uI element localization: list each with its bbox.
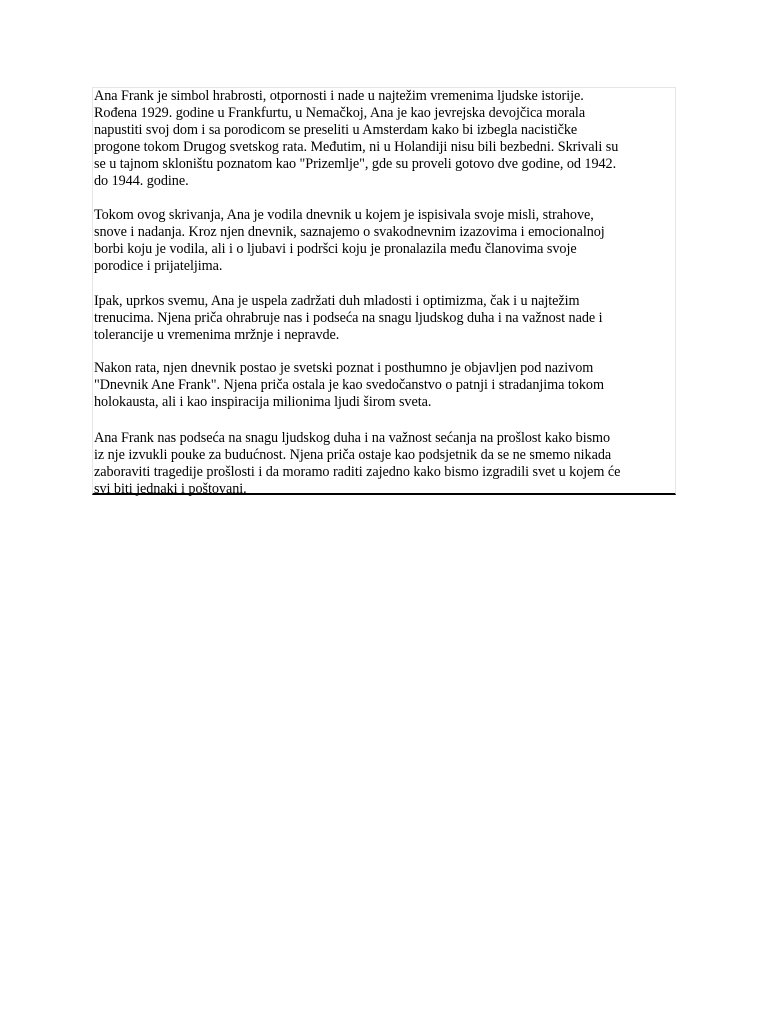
paragraph-1: Ana Frank je simbol hrabrosti, otpornosti i nade u najtežim vremenima ljudske istorije. Rođena 1929. godine u Frankfurtu, u Nemačkoj, Ana je kao jevrejska devojčica morala napustiti svoj dom i sa porodicom se preseliti u Amsterdam kako bi izbegla nacističke progone tokom Drugog svetskog rata. Međutim, ni u Holandiji nisu bili bezbedni. Skrivali su se u tajnom skloništu poznatom kao "Prizemlje", gde su proveli gotovo dve godine, od 1942. do 1944. godine. xyxy=(94,88,619,189)
paragraph-3: Ipak, uprkos svemu, Ana je uspela zadržati duh mladosti i optimizma, čak i u najtežim trenucima. Njena priča ohrabruje nas i podseća na snagu ljudskog duha i na važnost nade i tolerancije u vremenima mržnje i nepravde. xyxy=(94,293,603,343)
paragraph-4: Nakon rata, njen dnevnik postao je svetski poznat i posthumno je objavljen pod nazivom "Dnevnik Ane Frank". Njena priča ostala je kao svedočanstvo o patnji i stradanjima tokom holokausta, ali i kao inspiracija milionima ljudi širom sveta. xyxy=(94,360,604,410)
paragraph-2: Tokom ovog skrivanja, Ana je vodila dnevnik u kojem je ispisivala svoje misli, strahove, snove i nadanja. Kroz njen dnevnik, saznajemo o svakodnevnim izazovima i emocionalnoj borbi koju je vodila, ali i o ljubavi i podršci koju je pronalazila među članovima svoje porodice i prijateljima. xyxy=(94,207,605,274)
paragraph-5: Ana Frank nas podseća na snagu ljudskog duha i na važnost sećanja na prošlost kako bismo iz nje izvukli pouke za budućnost. Njena priča ostaje kao podsjetnik da se ne smemo nikada zaboraviti tragedije prošlosti i da moramo raditi zajedno kako bismo izgradili svet u kojem će svi biti jednaki i poštovani. xyxy=(94,430,621,497)
text-box xyxy=(92,87,676,495)
